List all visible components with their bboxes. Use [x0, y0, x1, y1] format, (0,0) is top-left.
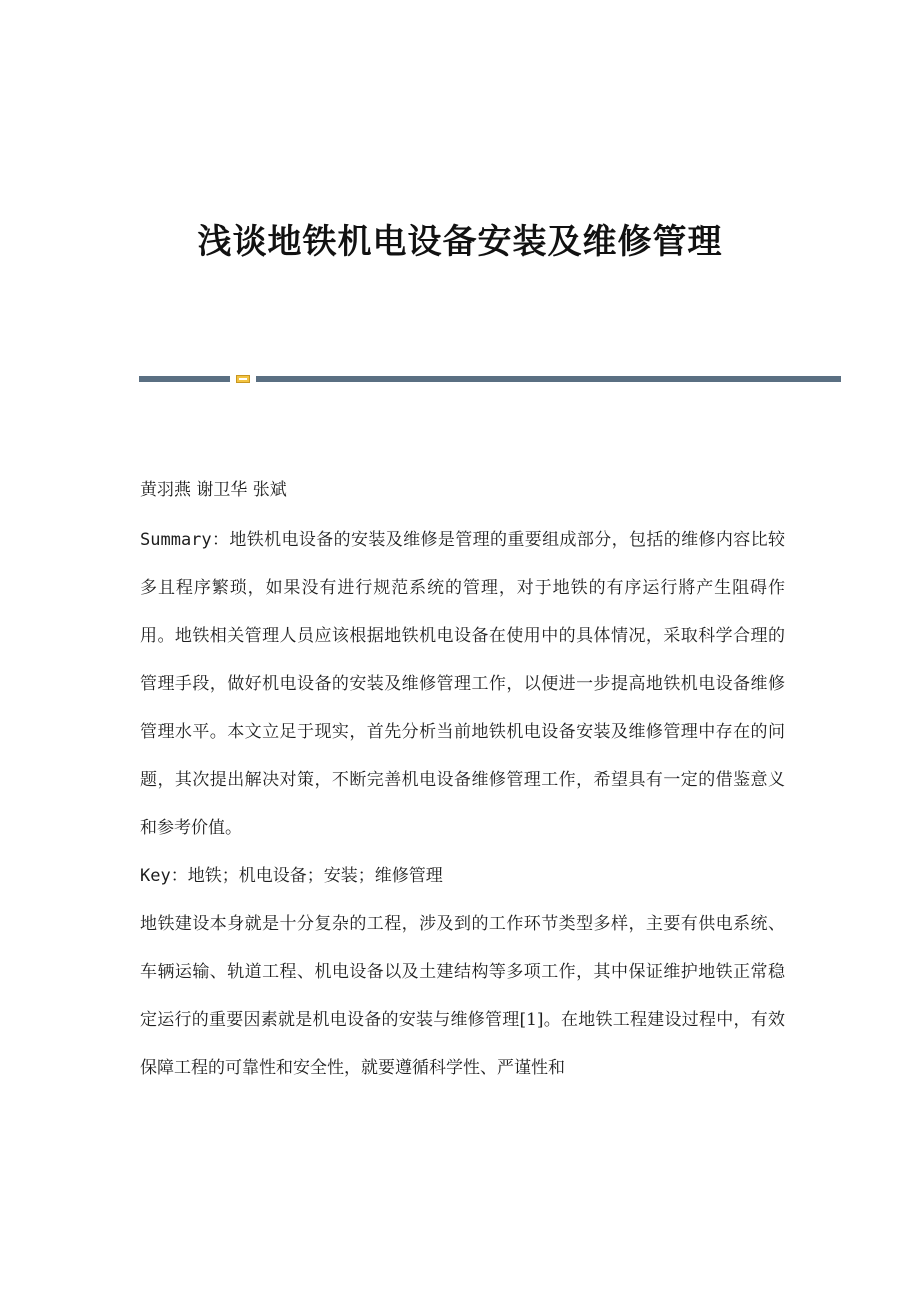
summary-paragraph	[140, 516, 785, 852]
divider-ornament-icon	[236, 375, 250, 383]
summary-text: 地铁机电设备的安装及维修是管理的重要组成部分，包括的维修内容比较多且程序繁琐，如果没有进行规范系统的管理，对于地铁的有序运行將产生阻碍作用。地铁相关管理人员应该根据地铁机电设备在使用中的具体情况，采取科学合理的管理手段，做好机电设备的安装及维修管理工作，以便进一步提高地铁机电设备维修管理水平。本文立足于现实，首先分析当前地铁机电设备安装及维修管理中存在的问题，其次提出解决对策，不断完善机电设备维修管理工作，希望具有一定的借鉴意义和参考价值。	[140, 530, 786, 838]
document-body	[140, 466, 785, 1092]
body-paragraph: 地铁建设本身就是十分复杂的工程，涉及到的工作环节类型多样，主要有供电系统、车辆运输、轨道工程、机电设备以及土建结构等多项工作，其中保证维护地铁正常稳定运行的重要因素就是机电设备的安装与维修管理[1]。在地铁工程建设过程中，有效保障工程的可靠性和安全性，就要遵循科学性、严谨性和	[140, 914, 785, 1078]
keywords-paragraph	[140, 852, 785, 900]
summary-label: Summary：	[140, 530, 230, 550]
title-divider	[139, 375, 841, 383]
divider-bar-left	[139, 376, 230, 382]
keywords-label: Key：	[140, 866, 188, 886]
divider-bar-right	[256, 376, 841, 382]
document-title: 浅谈地铁机电设备安装及维修管理	[197, 222, 723, 262]
keywords-text: 地铁；机电设备；安装；维修管理	[187, 866, 443, 886]
authors-line: 黄羽燕 谢卫华 张斌	[140, 480, 287, 500]
